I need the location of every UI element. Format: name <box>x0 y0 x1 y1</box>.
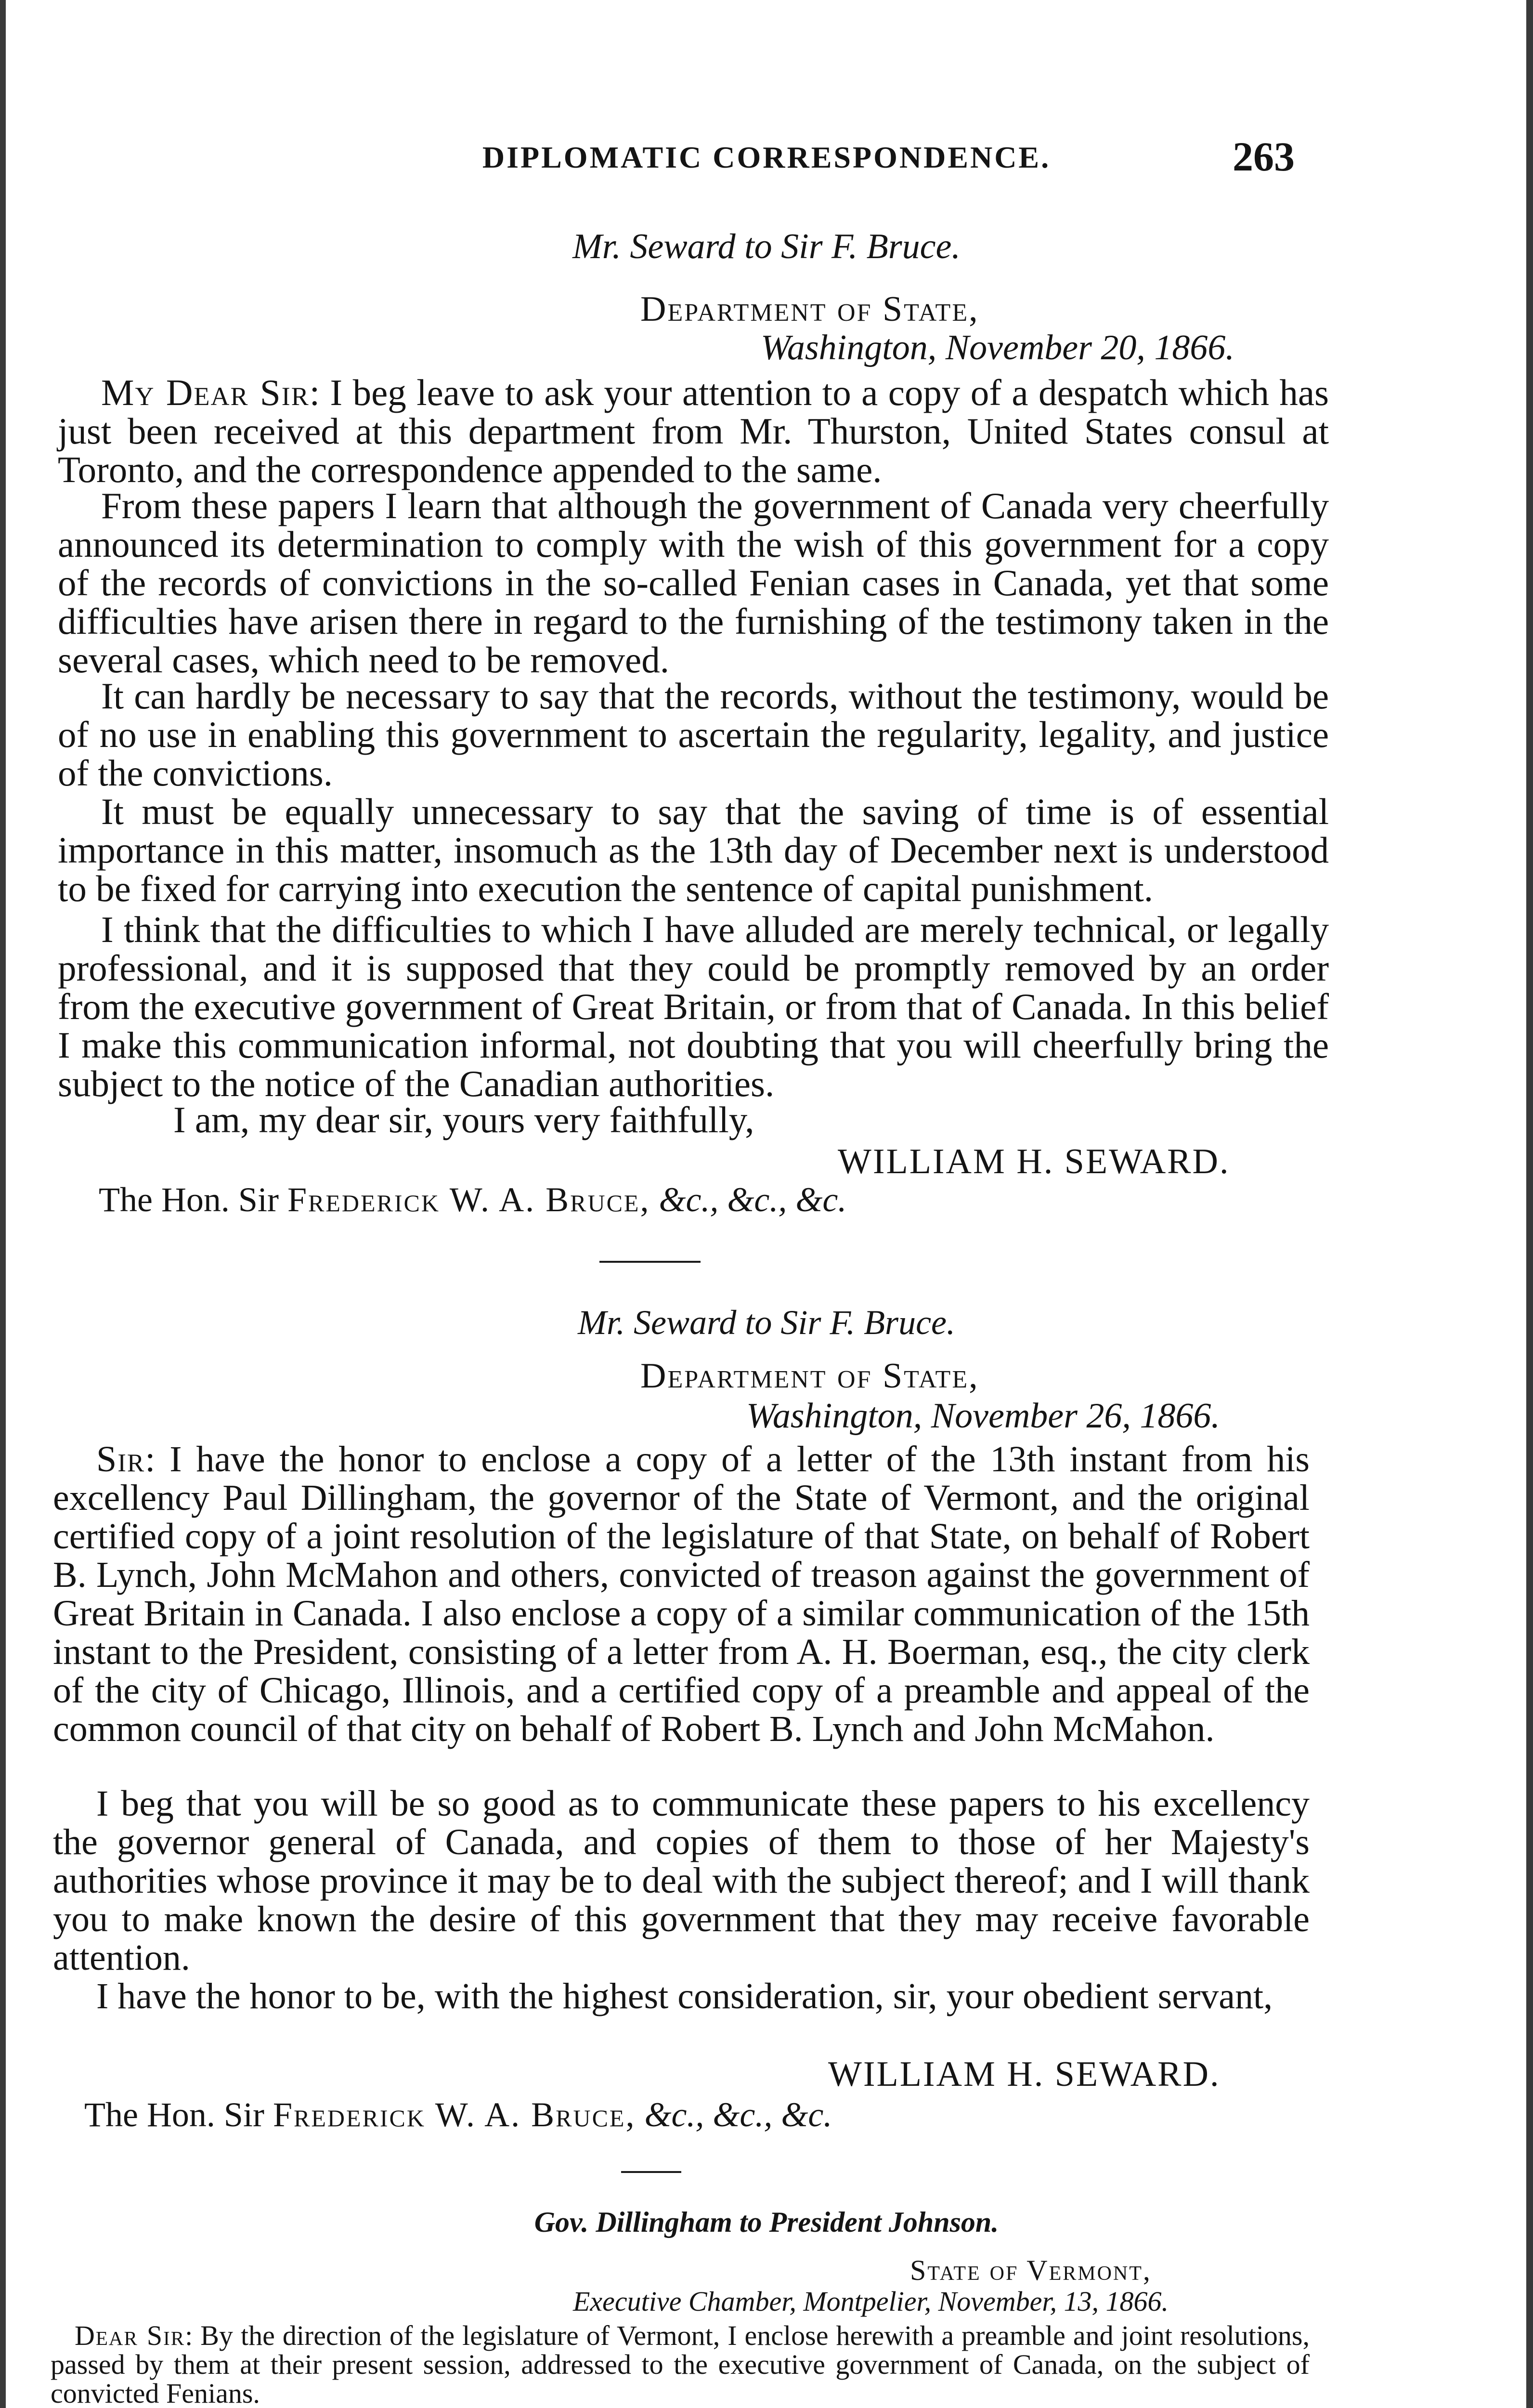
running-header: DIPLOMATIC CORRESPONDENCE. <box>482 140 1051 174</box>
letter1-closing: I am, my dear sir, yours very faithfully, <box>173 1099 754 1140</box>
letter2-paragraph-3: I have the honor to be, with the highest consideration, sir, your obedient servant, <box>96 1976 1273 2016</box>
letter1-place-date: Washington, November 20, 1866. <box>761 328 1234 367</box>
letter1-paragraph-1: My Dear Sir: I beg leave to ask your attention to a copy of a despatch which has just been received at this department from Mr. Thurston, United States consul at Toronto, and the correspondence appended to the same. <box>58 372 1329 490</box>
letter2-addressee: The Hon. Sir Frederick W. A. Bruce, &c., &c., &c. <box>84 2095 832 2134</box>
section-divider-2 <box>621 2171 681 2173</box>
letter3-salutation: Dear Sir <box>75 2320 185 2351</box>
letter1-salutation: My Dear Sir <box>101 372 310 413</box>
letter3-heading: Gov. Dillingham to President Johnson. <box>534 2206 999 2238</box>
letter1-department: Department of State, <box>640 289 979 329</box>
letter1-signature: WILLIAM H. SEWARD. <box>838 1142 1230 1181</box>
letter1-paragraph-5: I think that the difficulties to which I have alluded are merely technical, or legally professional, and it is supposed that they could be promptly removed by an order from the executive government of Great Britain, or from that of Canada. In this belief I make this communication informal, not doubting that you will cheerfully bring the subject to the notice of the Canadian authorities. <box>58 909 1329 1104</box>
letter1-paragraph-2: From these papers I learn that although the government of Canada very cheerfully announced its determination to comply with the wish of this government for a copy of the records of convictions in the so-called Fenian cases in Canada, yet that some difficulties have arisen there in regard to the furnishing of the testimony taken in the several cases, which need to be removed. <box>58 485 1329 681</box>
letter3-paragraph-1: Dear Sir: By the direction of the legislature of Vermont, I enclose herewith a preamble and joint resolutions, passed by them at their present session, addressed to the executive government of Canada, on the subject of convicted Fenians. <box>51 2320 1310 2408</box>
letter1-paragraph-3: It can hardly be necessary to say that the records, without the testimony, would be of no use in enabling this government to ascertain the regularity, legality, and justice of the convictions. <box>58 675 1329 794</box>
letter2-place-date: Washington, November 26, 1866. <box>746 1396 1220 1436</box>
letter1-heading: Mr. Seward to Sir F. Bruce. <box>572 227 961 266</box>
section-divider-1 <box>599 1261 701 1263</box>
letter2-signature: WILLIAM H. SEWARD. <box>828 2055 1221 2094</box>
letter3-state: State of Vermont, <box>910 2254 1152 2286</box>
page-number: 263 <box>1233 133 1295 180</box>
letter2-paragraph-1: Sir: I have the honor to enclose a copy of a letter of the 13th instant from his excellency Paul Dillingham, the governor of the State of Vermont, and the original certified copy of a joint resolution of the legislature of that State, on behalf of Robert B. Lynch, John McMahon and others, convicted of treason against the government of Great Britain in Canada. I also enclose a copy of a similar communication of the 15th instant to the President, consisting of a letter from A. H. Boerman, esq., the city clerk of the city of Chicago, Illinois, and a certified copy of a preamble and appeal of the common council of that city on behalf of Robert B. Lynch and John McMahon. <box>53 1439 1310 1749</box>
letter2-paragraph-2: I beg that you will be so good as to communicate these papers to his excellency the governor general of Canada, and copies of them to those of her Majesty's authorities whose province it may be to deal with the subject thereof; and I will thank you to make known the desire of this government that they may receive favorable attention. <box>53 1783 1310 1978</box>
letter3-place-date: Executive Chamber, Montpelier, November, 13, 1866. <box>573 2286 1169 2317</box>
letter1-addressee: The Hon. Sir Frederick W. A. Bruce, &c., &c., &c. <box>99 1180 847 1219</box>
letter2-department: Department of State, <box>640 1356 979 1396</box>
letter1-paragraph-4: It must be equally unnecessary to say that the saving of time is of essential importance in this matter, insomuch as the 13th day of December next is understood to be fixed for carrying into execution the sentence of capital punishment. <box>58 791 1329 909</box>
letter2-salutation: Sir <box>96 1439 145 1479</box>
letter2-heading: Mr. Seward to Sir F. Bruce. <box>578 1303 955 1342</box>
